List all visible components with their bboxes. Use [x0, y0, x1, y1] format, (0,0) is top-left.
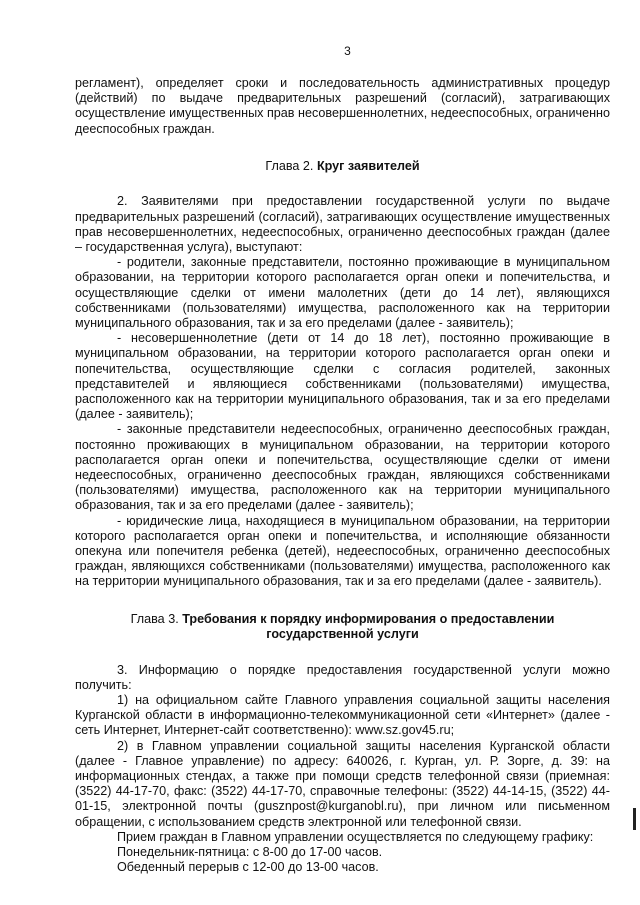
chapter-2-paragraph-3: - несовершеннолетние (дети от 14 до 18 лет), постоянно проживающие в муниципальном образовании, на территории которого располагается орган опеки и попечительства, осуществляющие сделки с согласия родителей, законных представителей и являющиеся собственниками (пользователями) имущества, расположенного как на территории муниципального образования, так и за его пределами (далее - заявитель); [75, 331, 610, 422]
chapter-3-heading [75, 612, 610, 643]
chapter-2-paragraph-2: - родители, законные представители, постоянно проживающие в муниципальном образовании, на территории которого располагается орган опеки и попечительства, и осуществляющие сделки от имени малолетних (дети до 14 лет), являющихся собственниками (пользователями) имущества, расположенного как на территории муниципального образования, так и за его пределами (далее - заявитель); [75, 255, 610, 330]
chapter-2-paragraph-4: - законные представители недееспособных, ограниченно дееспособных граждан, постоянно проживающих в муниципальном образовании, на территории которого располагается орган опеки и попечительства, осуществляющие сделки от имени недееспособных, ограниченно дееспособных граждан, являющихся собственниками (пользователями) имущества, расположенного как на территории муниципального образования, так и за его пределами (далее - заявитель); [75, 422, 610, 513]
chapter-3-paragraph-1: 3. Информацию о порядке предоставления государственной услуги можно получить: [75, 662, 610, 692]
chapter-3-prefix: Глава 3. [130, 611, 179, 626]
intro-paragraph: регламент), определяет сроки и последовательность административных процедур (действий) по выдаче предварительных разрешений (согласий), затрагивающих осуществление имущественных прав несовершеннолетних, недееспособных, ограниченно дееспособных граждан. [75, 76, 610, 136]
chapter-3-title-line-2: государственной услуги [266, 627, 419, 642]
scan-edge-mark [633, 808, 636, 830]
chapter-2-paragraph-1: 2. Заявителями при предоставлении государственной услуги по выдаче предварительных разрешений (согласий), затрагивающих осуществление имущественных прав несовершеннолетних, недееспособных, ограниченно дееспособных граждан (далее – государственная услуга), выступают: [75, 194, 610, 254]
chapter-2-title: Круг заявителей [316, 158, 420, 173]
chapter-2-heading [75, 159, 610, 175]
chapter-2-prefix: Глава 2. [265, 158, 314, 173]
chapter-2-paragraph-5: - юридические лица, находящиеся в муниципальном образовании, на территории которого располагается орган опеки и попечительства, и исполняющие обязанности опекуна или попечителя ребенка (детей), недееспособных, ограниченно дееспособных граждан, являющихся собственниками (пользователями) имущества, расположенного как на территории муниципального образования, так и за его пределами (далее - заявитель). [75, 513, 610, 589]
chapter-3-paragraph-4: Прием граждан в Главном управлении осуществляется по следующему графику: [117, 829, 594, 844]
chapter-3-paragraph-6: Обеденный перерыв с 12-00 до 13-00 часов. [117, 860, 379, 875]
chapter-3-paragraph-3: 2) в Главном управлении социальной защиты населения Курганской области (далее - Главное управление) по адресу: 640026, г. Курган, ул. Р. Зорге, д. 39: на информационных стендах, а также при помощи средств телефонной связи (приемная: (3522) 44-17-70, факс: (3522) 44-17-70, справочные телефоны: (3522) 44-14-15, (3522) 44-01-15, электронной почты (gusznpost@kurganobl.ru), при личном или письменном обращении, с использованием средств электронной или телефонной связи. [75, 738, 610, 829]
chapter-3-paragraph-5: Понедельник-пятница: с 8-00 до 17-00 часов. [117, 845, 383, 860]
chapter-3-title-line-1: Требования к порядку информирования о предоставлении [182, 611, 555, 626]
chapter-3-paragraph-2: 1) на официальном сайте Главного управления социальной защиты населения Курганской области в информационно-телекоммуникационной сети «Интернет» (далее - сеть Интернет, Интернет-сайт соответственно): www.sz.gov45.ru; [75, 693, 610, 738]
page-number: 3 [344, 44, 351, 58]
